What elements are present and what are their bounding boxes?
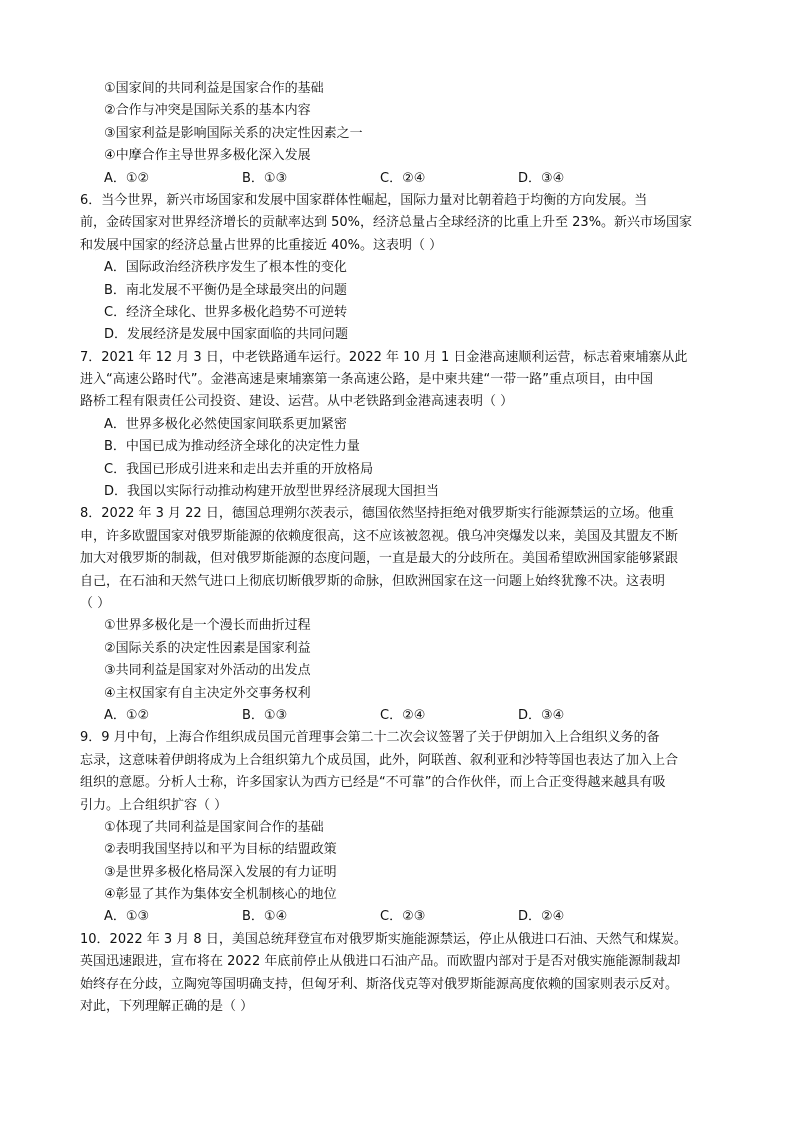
question-8	[80, 503, 696, 727]
q6-option-d[interactable]: D．发展经济是发展中国家面临的共同问题	[104, 327, 349, 343]
q10-stem-line-4: 对此，下列理解正确的是（ ）	[80, 999, 254, 1015]
q5-statement-2: ②合作与冲突是国际关系的基本内容	[104, 103, 311, 119]
question-7	[80, 347, 696, 504]
q9-choice-a[interactable]: A．①③	[104, 909, 150, 925]
q8-choice-a[interactable]: A．①②	[104, 707, 150, 723]
q8-stem-line-5: （ ）	[80, 595, 111, 611]
q6-option-c[interactable]: C．经济全球化、世界多极化趋势不可逆转	[104, 304, 348, 320]
q8-statement-1: ①世界多极化是一个漫长而曲折过程	[104, 618, 311, 634]
q5-choice-b[interactable]: B．①③	[242, 170, 288, 186]
q9-choices	[104, 906, 696, 928]
q6-stem-line-3: 和发展中国家的经济总量占世界的比重接近 40%。这表明（ ）	[80, 237, 443, 253]
exam-page	[80, 78, 696, 1018]
q10-stem-line-3: 始终存在分歧，立陶宛等国明确支持，但匈牙利、斯洛伐克等对俄罗斯能源高度依赖的国家则表示反对。	[80, 976, 679, 992]
q7-option-b[interactable]: B．中国已成为推动经济全球化的决定性力量	[104, 439, 360, 455]
q9-stem-line-3: 组织的意愿。分析人士称，许多国家认为西方已经是“不可靠”的合作伙伴，而上合正变得越来越具有吸	[80, 775, 666, 791]
q5-choices	[104, 168, 696, 190]
q8-stem-line-2: 申，许多欧盟国家对俄罗斯能源的依赖度很高，这不应该被忽视。俄乌冲突爆发以来，美国及其盟友不断	[80, 528, 679, 544]
q9-stem-line-1: 9．9 月中旬，上海合作组织成员国元首理事会第二十二次会议签署了关于伊朗加入上合组织义务的备	[80, 730, 660, 746]
q5-statement-4: ④中摩合作主导世界多极化深入发展	[104, 148, 311, 164]
q8-stem-line-1: 8．2022 年 3 月 22 日，德国总理朔尔茨表示，德国依然坚持拒绝对俄罗斯实行能源禁运的立场。他重	[80, 506, 674, 522]
q5-statement-1: ①国家间的共同利益是国家合作的基础	[104, 81, 324, 96]
q6-stem-line-2: 前，金砖国家对世界经济增长的贡献率达到 50%，经济总量占全球经济的比重上升至 23%。新兴市场国家	[80, 215, 693, 231]
question-10	[80, 929, 696, 1019]
q8-choices	[104, 705, 696, 727]
q6-option-b[interactable]: B．南北发展不平衡仍是全球最突出的问题	[104, 282, 347, 298]
q7-option-d[interactable]: D．我国以实际行动推动构建开放型世界经济展现大国担当	[104, 484, 440, 500]
q9-statement-3: ③是世界多极化格局深入发展的有力证明	[104, 864, 337, 880]
q8-statement-3: ③共同利益是国家对外活动的出发点	[104, 663, 311, 679]
q7-option-c[interactable]: C．我国已形成引进来和走出去并重的开放格局	[104, 461, 374, 477]
q5-choice-a[interactable]: A．①②	[104, 170, 150, 186]
q5-statements	[104, 78, 696, 168]
q9-stem-line-2: 忘录，这意味着伊朗将成为上合组织第九个成员国，此外，阿联酋、叙利亚和沙特等国也表达了加入上合	[80, 752, 679, 768]
q7-stem-line-3: 路桥工程有限责任公司投资、建设、运营。从中老铁路到金港高速表明（ ）	[80, 394, 514, 410]
q8-stem-line-4: 自己，在石油和天然气进口上彻底切断俄罗斯的命脉，但欧洲国家在这一问题上始终犹豫不决。这表明	[80, 573, 666, 589]
q5-choice-d[interactable]: D．③④	[518, 170, 565, 186]
question-6	[80, 190, 696, 347]
q8-statement-2: ②国际关系的决定性因素是国家利益	[104, 640, 311, 656]
q6-stem-line-1: 6．当今世界，新兴市场国家和发展中国家群体性崛起，国际力量对比朝着趋于均衡的方向发展。当	[80, 192, 648, 208]
q9-choice-b[interactable]: B．①④	[242, 909, 288, 925]
q7-option-a[interactable]: A．世界多极化必然使国家间联系更加紧密	[104, 416, 347, 432]
q8-choice-d[interactable]: D．③④	[518, 707, 565, 723]
q8-stem-line-3: 加大对俄罗斯的制裁，但对俄罗斯能源的态度问题，一直是最大的分歧所在。美国希望欧洲国家能够紧跟	[80, 551, 679, 567]
q8-choice-b[interactable]: B．①③	[242, 707, 288, 723]
q5-choice-c[interactable]: C．②④	[380, 170, 426, 186]
q10-stem-line-2: 英国迅速跟进，宣布将在 2022 年底前停止从俄进口石油产品。而欧盟内部对于是否对俄实施能源制裁却	[80, 954, 681, 970]
q8-choice-c[interactable]: C．②④	[380, 707, 426, 723]
q9-choice-d[interactable]: D．②④	[518, 909, 565, 925]
q7-stem-line-2: 进入“高速公路时代”。金港高速是柬埔寨第一条高速公路，是中柬共建“一带一路”重点项目，由中国	[80, 372, 653, 388]
q5-statement-3: ③国家利益是影响国际关系的决定性因素之一	[104, 125, 363, 141]
q6-option-a[interactable]: A．国际政治经济秩序发生了根本性的变化	[104, 260, 347, 276]
q8-statement-4: ④主权国家有自主决定外交事务权利	[104, 685, 311, 701]
q10-stem-line-1: 10．2022 年 3 月 8 日，美国总统拜登宣布对俄罗斯实施能源禁运，停止从俄进口石油、天然气和煤炭。	[80, 931, 687, 947]
question-9	[80, 727, 696, 929]
q9-choice-c[interactable]: C．②③	[380, 909, 426, 925]
q7-stem-line-1: 7．2021 年 12 月 3 日，中老铁路通车运行。2022 年 10 月 1 日金港高速顺利运营，标志着柬埔寨从此	[80, 349, 688, 365]
q9-statement-4: ④彰显了其作为集体安全机制核心的地位	[104, 887, 337, 903]
q9-statement-1: ①体现了共同利益是国家间合作的基础	[104, 819, 324, 835]
q9-statement-2: ②表明我国坚持以和平为目标的结盟政策	[104, 842, 337, 858]
q9-stem-line-4: 引力。上合组织扩容（ ）	[80, 797, 228, 813]
